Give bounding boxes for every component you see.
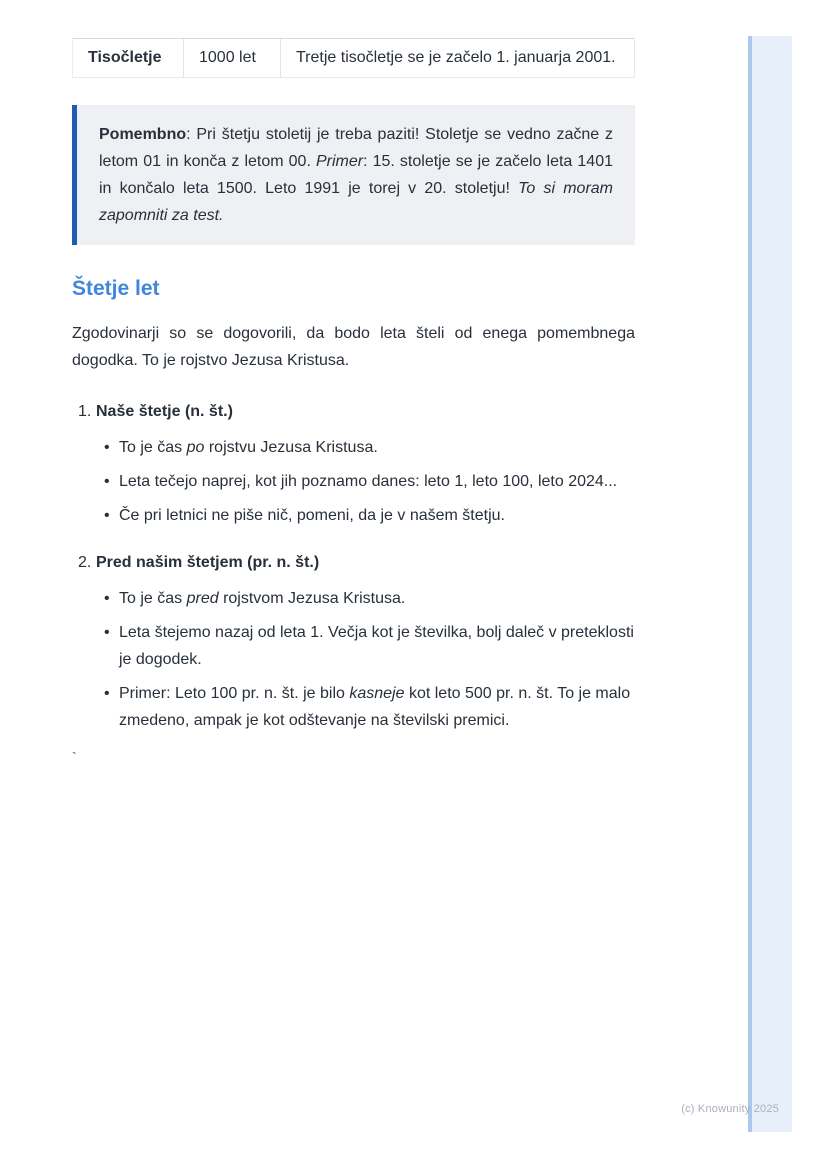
table-cell-term: Tisočletje — [73, 39, 184, 77]
bullet-list — [72, 585, 635, 734]
bullet-item: • Leta štejemo nazaj od leta 1. Večja kot je številka, bolj daleč v preteklosti je dogodek. — [72, 619, 635, 673]
list-item-title: Naše štetje (n. št.) — [96, 403, 233, 420]
bullet-item: • Primer: Leto 100 pr. n. št. je bilo kasneje kot leto 500 pr. n. št. To je malo zmedeno, ampak je kot odštevanje na številski premici. — [72, 680, 635, 734]
bullet-list — [72, 434, 635, 529]
intro-paragraph: Zgodovinarji so se dogovorili, da bodo leta šteli od enega pomembnega dogodka. To je rojstvo Jezusa Kristusa. — [72, 325, 635, 369]
section-heading: Štetje let — [72, 277, 160, 300]
list-item-heading — [72, 551, 635, 575]
list-item-title: Pred našim štetjem (pr. n. št.) — [96, 554, 320, 571]
numbered-list — [72, 400, 635, 734]
table-cell-duration: 1000 let — [184, 39, 281, 77]
list-item-number: 2. — [78, 554, 92, 571]
list-item-number: 1. — [78, 403, 92, 420]
bullet-item: • Leta tečejo naprej, kot jih poznamo danes: leto 1, leto 100, leto 2024... — [72, 468, 635, 495]
list-item-nase-stetje — [72, 400, 635, 529]
bullet-item: • To je čas pred rojstvom Jezusa Kristusa. — [72, 585, 635, 612]
bullet-item: • To je čas po rojstvu Jezusa Kristusa. — [72, 434, 635, 461]
important-callout: Pomembno: Pri štetju stoletij je treba paziti! Stoletje se vedno začne z letom 01 in konča z letom 00. Primer: 15. stoletje se je začelo leta 1401 in končalo leta 1500. Leto 1991 je torej v 20. stoletju! To si moram zapomniti za test. — [72, 105, 635, 245]
info-table — [72, 38, 635, 78]
bullet-item: • Če pri letnici ne piše nič, pomeni, da je v našem štetju. — [72, 502, 635, 529]
table-row — [73, 39, 634, 77]
list-item-heading — [72, 400, 635, 424]
copyright-footer: (c) Knowunity 2025 — [681, 1103, 779, 1115]
scrollbar-track[interactable] — [748, 36, 792, 1132]
list-item-pred-nasim-stetjem — [72, 551, 635, 734]
table-cell-note: Tretje tisočletje se je začelo 1. januarja 2001. — [296, 49, 616, 66]
document-body — [72, 0, 635, 766]
stray-character: ` — [72, 749, 77, 765]
